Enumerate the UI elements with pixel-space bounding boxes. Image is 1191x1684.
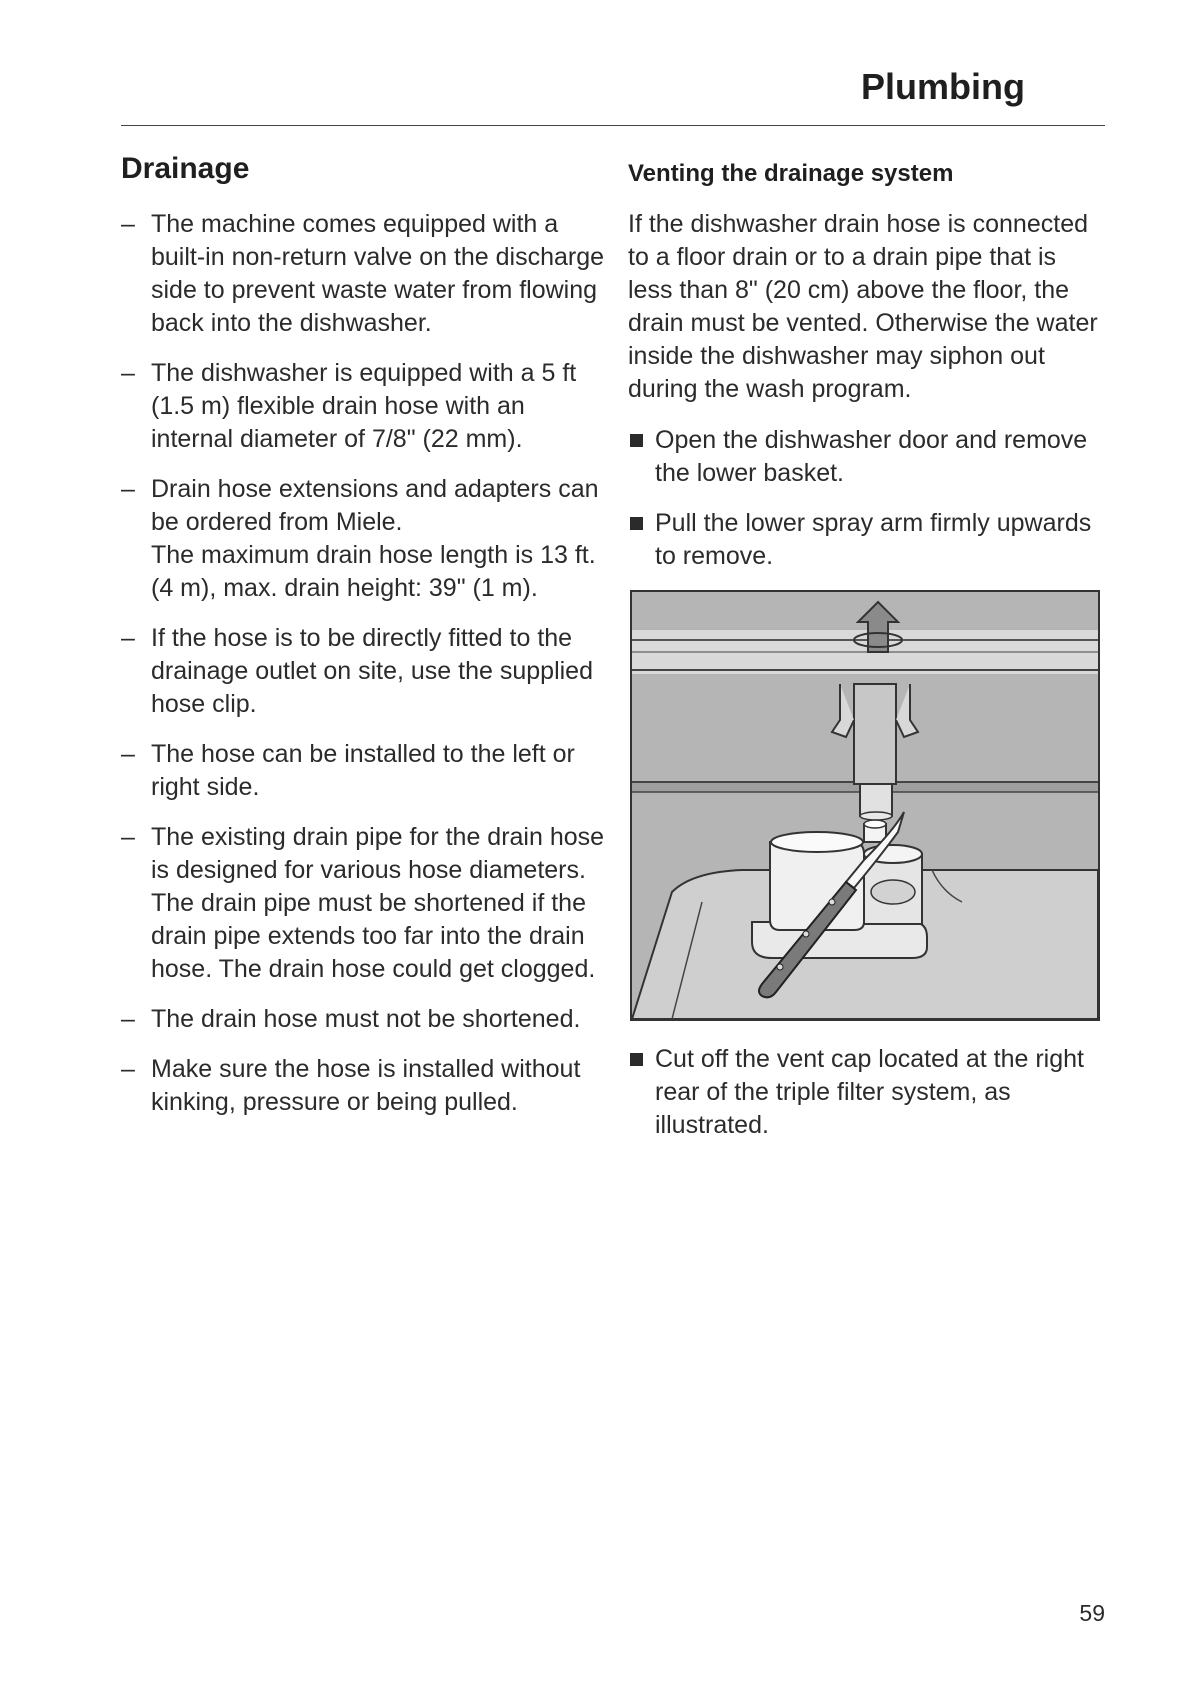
- vent-cap-illustration: [630, 590, 1100, 1021]
- square-bullet: [630, 1053, 643, 1066]
- dash-bullet: –: [121, 624, 135, 652]
- page-number: 59: [1079, 1600, 1105, 1626]
- drainage-column: [121, 152, 606, 1136]
- dash-bullet: –: [121, 740, 135, 768]
- dash-bullet: –: [121, 359, 135, 387]
- dash-bullet: –: [121, 1055, 135, 1083]
- dash-bullet: –: [121, 475, 135, 503]
- venting-intro: If the dishwasher drain hose is connected to a floor drain or to a drain pipe that is less than 8" (20 cm) above the floor, the drain must be vented. Otherwise the water inside the dishwasher may siphon out during the wash program.: [628, 210, 1098, 403]
- section-title: Plumbing: [861, 66, 1025, 107]
- drainage-list: [121, 208, 606, 1119]
- list-item: – Make sure the hose is installed without kinking, pressure or being pulled.: [121, 1055, 581, 1116]
- dishwasher-filter-drawing: [632, 592, 1098, 1019]
- list-item: – The dishwasher is equipped with a 5 ft (1.5 m) flexible drain hose with an internal diameter of 7/8" (22 mm).: [121, 359, 577, 453]
- list-item: – If the hose is to be directly fitted to the drainage outlet on site, use the supplied hose clip.: [121, 624, 593, 718]
- square-bullet: [630, 517, 643, 530]
- list-item: – Drain hose extensions and adapters can be ordered from Miele. The maximum drain hose length is 13 ft. (4 m), max. drain height: 39" (1 m).: [121, 475, 599, 602]
- venting-column: [628, 160, 1106, 1159]
- dash-bullet: –: [121, 1005, 135, 1033]
- drainage-heading: Drainage: [121, 152, 250, 185]
- header-rule: [121, 125, 1105, 126]
- dash-bullet: –: [121, 823, 135, 851]
- list-item: – The existing drain pipe for the drain hose is designed for various hose diameters. The drain pipe must be shortened if the drain pipe extends too far into the drain hose. The drain hose could get clogged.: [121, 823, 605, 983]
- venting-steps-after: [628, 1043, 1106, 1142]
- square-bullet: [630, 434, 643, 447]
- venting-heading: Venting the drainage system: [628, 160, 954, 187]
- list-item: – The machine comes equipped with a built-in non-return valve on the discharge side to prevent waste water from flowing back into the dishwasher.: [121, 210, 605, 337]
- list-item: Pull the lower spray arm firmly upwards to remove.: [628, 507, 1106, 573]
- venting-steps: [628, 424, 1106, 573]
- list-item: Open the dishwasher door and remove the lower basket.: [628, 424, 1106, 490]
- dash-bullet: –: [121, 210, 135, 238]
- list-item: – The drain hose must not be shortened.: [121, 1003, 606, 1036]
- list-item: Cut off the vent cap located at the right rear of the triple filter system, as illustrated.: [628, 1043, 1106, 1142]
- list-item: – The hose can be installed to the left or right side.: [121, 740, 575, 801]
